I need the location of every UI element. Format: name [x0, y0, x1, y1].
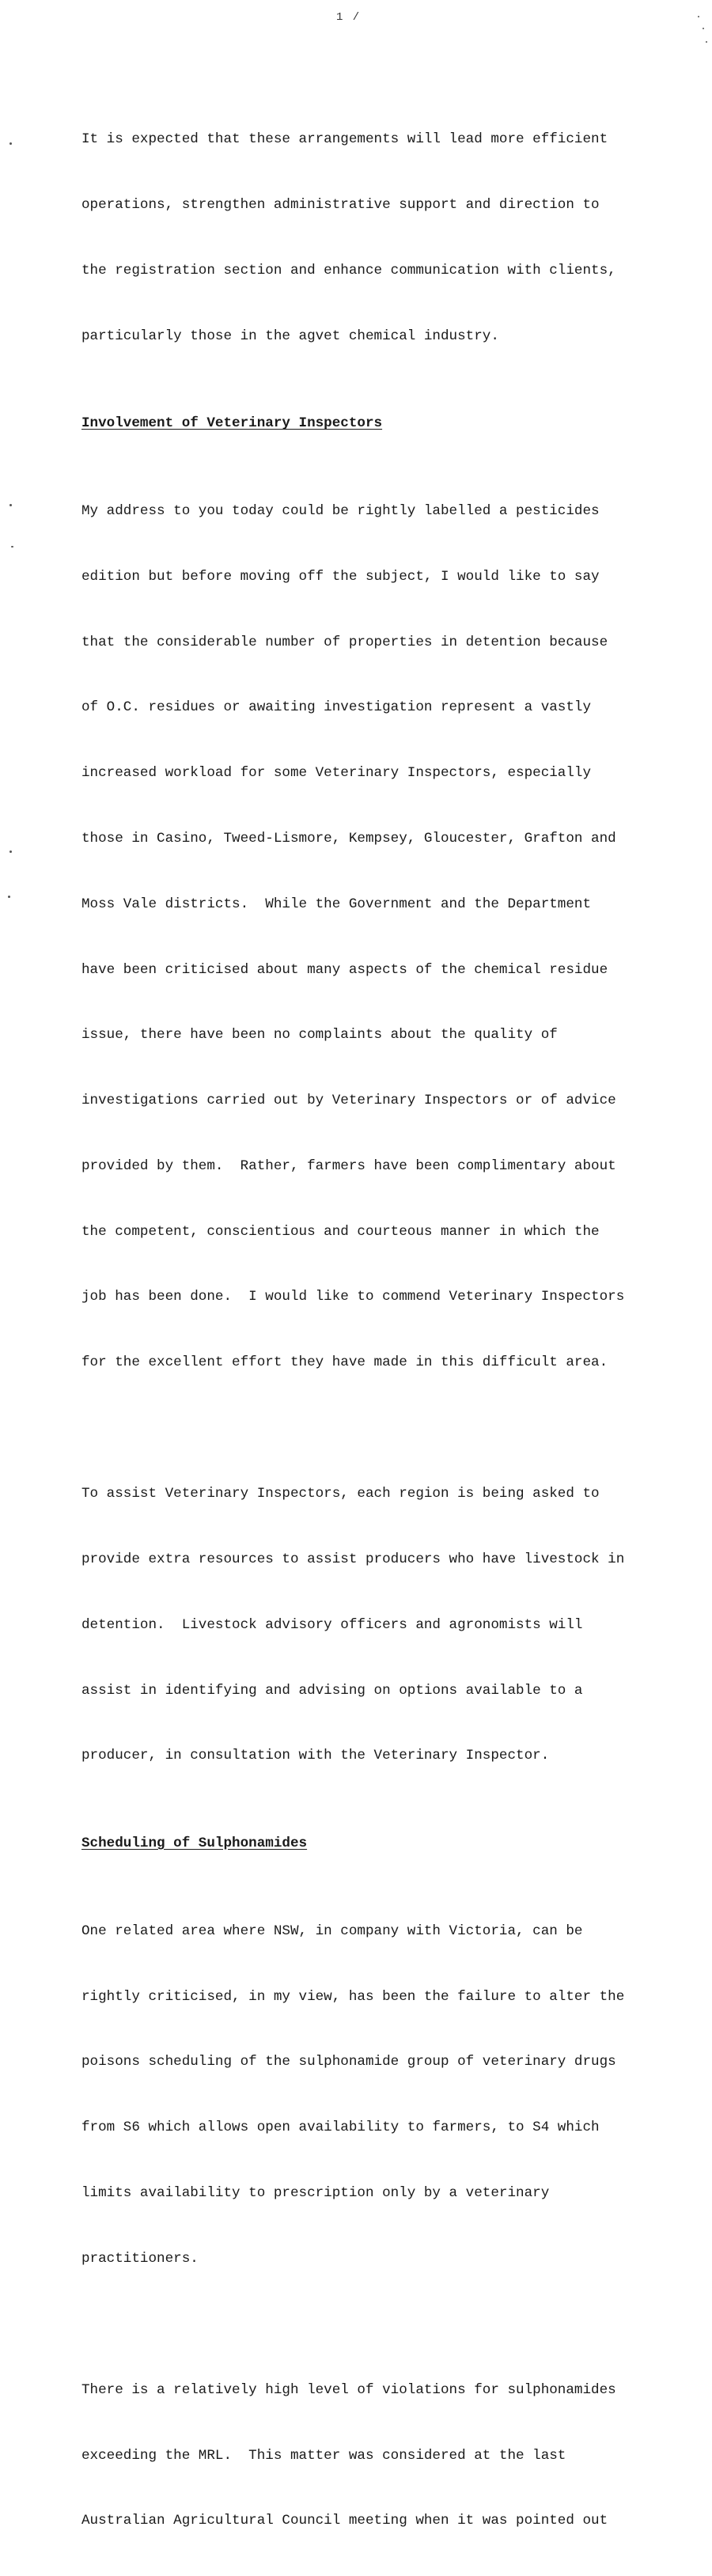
text-line: To assist Veterinary Inspectors, each region is being asked to: [81, 1486, 600, 1502]
text-line: provide extra resources to assist producers who have livestock in: [81, 1551, 625, 1567]
text-line: particularly those in the agvet chemical industry.: [81, 328, 499, 344]
text-line: the competent, conscientious and courteous manner in which the: [81, 1223, 600, 1240]
text-line: detention. Livestock advisory officers and agronomists will: [81, 1616, 583, 1633]
page-number: 1 /: [336, 11, 362, 24]
text-line: that the considerable number of properties in detention because: [81, 634, 608, 650]
text-line: limits availability to prescription only by a veterinary: [81, 2185, 550, 2202]
text-line: producer, in consultation with the Veterinary Inspector.: [81, 1748, 550, 1764]
scan-speck: [703, 28, 704, 29]
text-line: assist in identifying and advising on options available to a: [81, 1682, 583, 1699]
text-line: job has been done. I would like to commend Veterinary Inspectors: [81, 1289, 625, 1305]
scan-speck: [9, 504, 12, 506]
scan-speck: [9, 850, 12, 853]
scan-speck: [9, 142, 12, 145]
text-line: exceeding the MRL. This matter was considered at the last: [81, 2447, 566, 2464]
text-line: increased workload for some Veterinary Inspectors, especially: [81, 765, 592, 782]
text-line: operations, strengthen administrative support and direction to: [81, 196, 600, 213]
text-line: investigations carried out by Veterinary Inspectors or of advice: [81, 1093, 616, 1109]
text-line: edition but before moving off the subject, I would like to say: [81, 568, 600, 585]
text-line: issue, there have been no complaints about the quality of: [81, 1027, 558, 1044]
text-line: rightly criticised, in my view, has been the failure to alter the: [81, 1988, 625, 2005]
text-line: Moss Vale districts. While the Government and the Department: [81, 896, 592, 912]
text-line: for the excellent effort they have made in this difficult area.: [81, 1354, 608, 1371]
document-body: [81, 85, 683, 2576]
text-line: have been criticised about many aspects of the chemical residue: [81, 961, 608, 978]
text-line: My address to you today could be rightly labelled a pesticides: [81, 503, 600, 520]
paragraph-sulphonamide-scheduling: [81, 1877, 683, 2314]
scan-speck: [706, 41, 707, 43]
text-line: from S6 which allows open availability to farmers, to S4 which: [81, 2120, 600, 2136]
section-heading-sulphonamides: Scheduling of Sulphonamides: [81, 1835, 308, 1852]
text-line: One related area where NSW, in company with Victoria, can be: [81, 1923, 583, 1939]
scan-speck: [698, 16, 699, 17]
scan-speck: [11, 546, 13, 547]
text-line: those in Casino, Tweed-Lismore, Kempsey, Gloucester, Grafton and: [81, 831, 616, 847]
paragraph-violations: [81, 2336, 683, 2576]
text-line: There is a relatively high level of violations for sulphonamides: [81, 2381, 616, 2398]
text-line: poisons scheduling of the sulphonamide group of veterinary drugs: [81, 2054, 616, 2070]
text-line: Australian Agricultural Council meeting when it was pointed out: [81, 2513, 608, 2529]
paragraph-veterinary-inspectors: [81, 457, 683, 1418]
paragraph-assist-inspectors: [81, 1440, 683, 1811]
text-line: the registration section and enhance communication with clients,: [81, 262, 616, 278]
text-line: provided by them. Rather, farmers have been complimentary about: [81, 1157, 616, 1174]
scan-speck: [8, 896, 10, 898]
section-heading-veterinary-inspectors: Involvement of Veterinary Inspectors: [81, 415, 383, 432]
text-line: of O.C. residues or awaiting investigation represent a vastly: [81, 699, 592, 716]
text-line: It is expected that these arrangements will lead more efficient: [81, 131, 608, 148]
text-line: practitioners.: [81, 2250, 199, 2267]
paragraph-arrangements: [81, 85, 683, 391]
